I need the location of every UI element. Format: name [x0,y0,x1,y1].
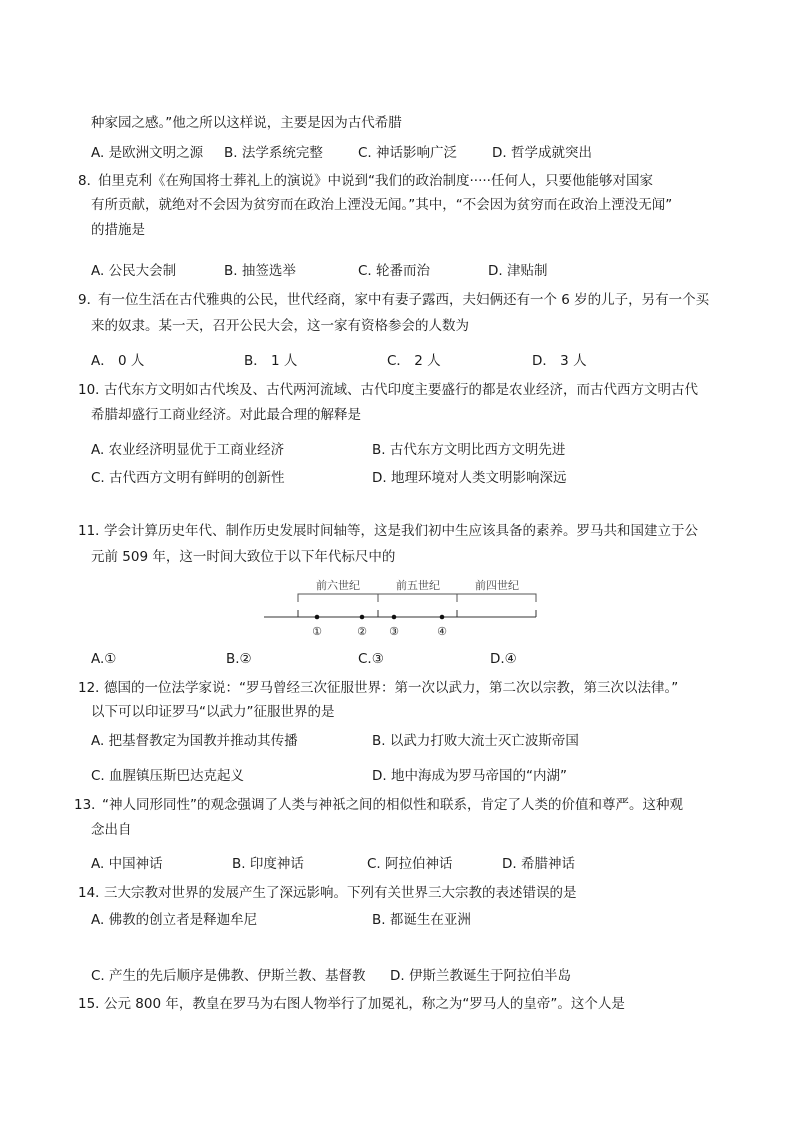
century-bracket-4th [457,594,536,602]
century-label-5th: 前五世纪 [396,579,440,592]
q12-option-c[interactable]: C. 血腥镇压斯巴达克起义 [91,768,245,784]
q11-option-a[interactable]: A.① [91,651,117,667]
q13-number: 13． [74,797,105,813]
q14-option-a[interactable]: A. 佛教的创立者是释迦牟尼 [91,912,258,928]
q8-option-d[interactable]: D. 津贴制 [488,263,548,279]
timeline-point-label-4: ④ [437,625,447,638]
q10-option-d[interactable]: D. 地理环境对人类文明影响深远 [372,470,567,486]
timeline-point-4 [440,615,445,620]
timeline-diagram [260,574,550,644]
q11-option-d[interactable]: D.④ [490,651,517,667]
q14-option-d[interactable]: D. 伊斯兰教诞生于阿拉伯半岛 [390,968,571,984]
q7-option-d[interactable]: D. 哲学成就突出 [492,145,592,161]
q10-line-2: 希腊却盛行工商业经济。对此最合理的解释是 [91,407,361,423]
q9-line-2: 来的奴隶。某一天，召开公民大会，这一家有资格参会的人数为 [91,318,469,334]
q8-option-b[interactable]: B. 抽签选举 [224,263,296,279]
q15-line-1: 公元 800 年，教皇在罗马为右图人物举行了加冕礼，称之为“罗马人的皇帝”。这个人是 [104,996,625,1012]
q7-option-a[interactable]: A. 是欧洲文明之源 [91,145,204,161]
q7-option-b[interactable]: B. 法学系统完整 [224,145,323,161]
q8-number: 8． [78,173,101,189]
q13-line-2: 念出自 [91,822,132,838]
q11-number: 11． [78,523,109,539]
q7-stem-tail: 种家园之感。”他之所以这样说，主要是因为古代希腊 [91,115,402,131]
q10-line-1: 古代东方文明如古代埃及、古代两河流域、古代印度主要盛行的都是农业经济，而古代西方文明古代 [104,382,698,398]
q12-option-d[interactable]: D. 地中海成为罗马帝国的“内湖” [372,768,567,784]
q14-line-1: 三大宗教对世界的发展产生了深远影响。下列有关世界三大宗教的表述错误的是 [104,885,577,901]
timeline-point-label-1: ① [312,625,322,638]
q12-option-b[interactable]: B. 以武力打败大流士灭亡波斯帝国 [372,733,579,749]
timeline-point-label-2: ② [357,625,367,638]
q12-option-a[interactable]: A. 把基督教定为国教并推动其传播 [91,733,298,749]
q12-line-2: 以下可以印证罗马“以武力”征服世界的是 [91,704,335,720]
q9-number: 9． [78,292,101,308]
q14-number: 14． [78,885,109,901]
q7-option-c[interactable]: C. 神话影响广泛 [358,145,458,161]
q14-option-b[interactable]: B. 都诞生在亚洲 [372,912,471,928]
q11-line-2: 元前 509 年，这一时间大致位于以下年代标尺中的 [91,549,396,565]
q10-option-b[interactable]: B. 古代东方文明比西方文明先进 [372,442,566,458]
q9-option-d[interactable]: D． 3 人 [532,353,587,369]
q8-option-a[interactable]: A. 公民大会制 [91,263,177,279]
timeline-point-1 [315,615,320,620]
q13-line-1: “神人同形同性”的观念强调了人类与神祇之间的相似性和联系，肯定了人类的价值和尊严。这种观 [102,797,683,813]
q10-number: 10． [78,382,109,398]
century-label-6th: 前六世纪 [316,579,360,592]
q11-line-1: 学会计算历史年代、制作历史发展时间轴等，这是我们初中生应该具备的素养。罗马共和国建立于公 [104,523,698,539]
century-bracket-5th [378,594,457,602]
q8-line-2: 有所贡献，就绝对不会因为贫穷而在政治上湮没无闻。”其中，“不会因为贫穷而在政治上湮没无闻” [91,197,673,213]
q15-number: 15． [78,996,109,1012]
q9-option-c[interactable]: C． 2 人 [387,353,441,369]
q11-option-b[interactable]: B.② [226,651,252,667]
timeline-point-3 [392,615,397,620]
q8-option-c[interactable]: C. 轮番而治 [358,263,431,279]
q8-line-1: 伯里克利《在殉国将士葬礼上的演说》中说到“我们的政治制度·····任何人，只要他能够对国家 [98,173,653,189]
q11-option-c[interactable]: C.③ [358,651,384,667]
q14-option-c[interactable]: C. 产生的先后顺序是佛教、伊斯兰教、基督教 [91,968,366,984]
q10-option-a[interactable]: A. 农业经济明显优于工商业经济 [91,442,285,458]
q13-option-a[interactable]: A. 中国神话 [91,856,163,872]
q10-option-c[interactable]: C. 古代西方文明有鲜明的创新性 [91,470,285,486]
q13-option-b[interactable]: B. 印度神话 [232,856,304,872]
timeline-point-label-3: ③ [389,625,399,638]
q9-option-b[interactable]: B． 1 人 [244,353,298,369]
century-bracket-6th [298,594,378,602]
timeline-point-2 [360,615,365,620]
q9-line-1: 有一位生活在古代雅典的公民，世代经商，家中有妻子露西，夫妇俩还有一个 6 岁的儿子，另有一个买 [98,292,710,308]
q12-number: 12． [78,680,109,696]
q12-line-1: 德国的一位法学家说：“罗马曾经三次征服世界：第一次以武力，第二次以宗教，第三次以法律。” [104,680,679,696]
q13-option-c[interactable]: C. 阿拉伯神话 [367,856,453,872]
q9-option-a[interactable]: A． 0 人 [91,353,145,369]
q13-option-d[interactable]: D. 希腊神话 [502,856,575,872]
q8-line-3: 的措施是 [91,222,145,238]
century-label-4th: 前四世纪 [475,579,519,592]
